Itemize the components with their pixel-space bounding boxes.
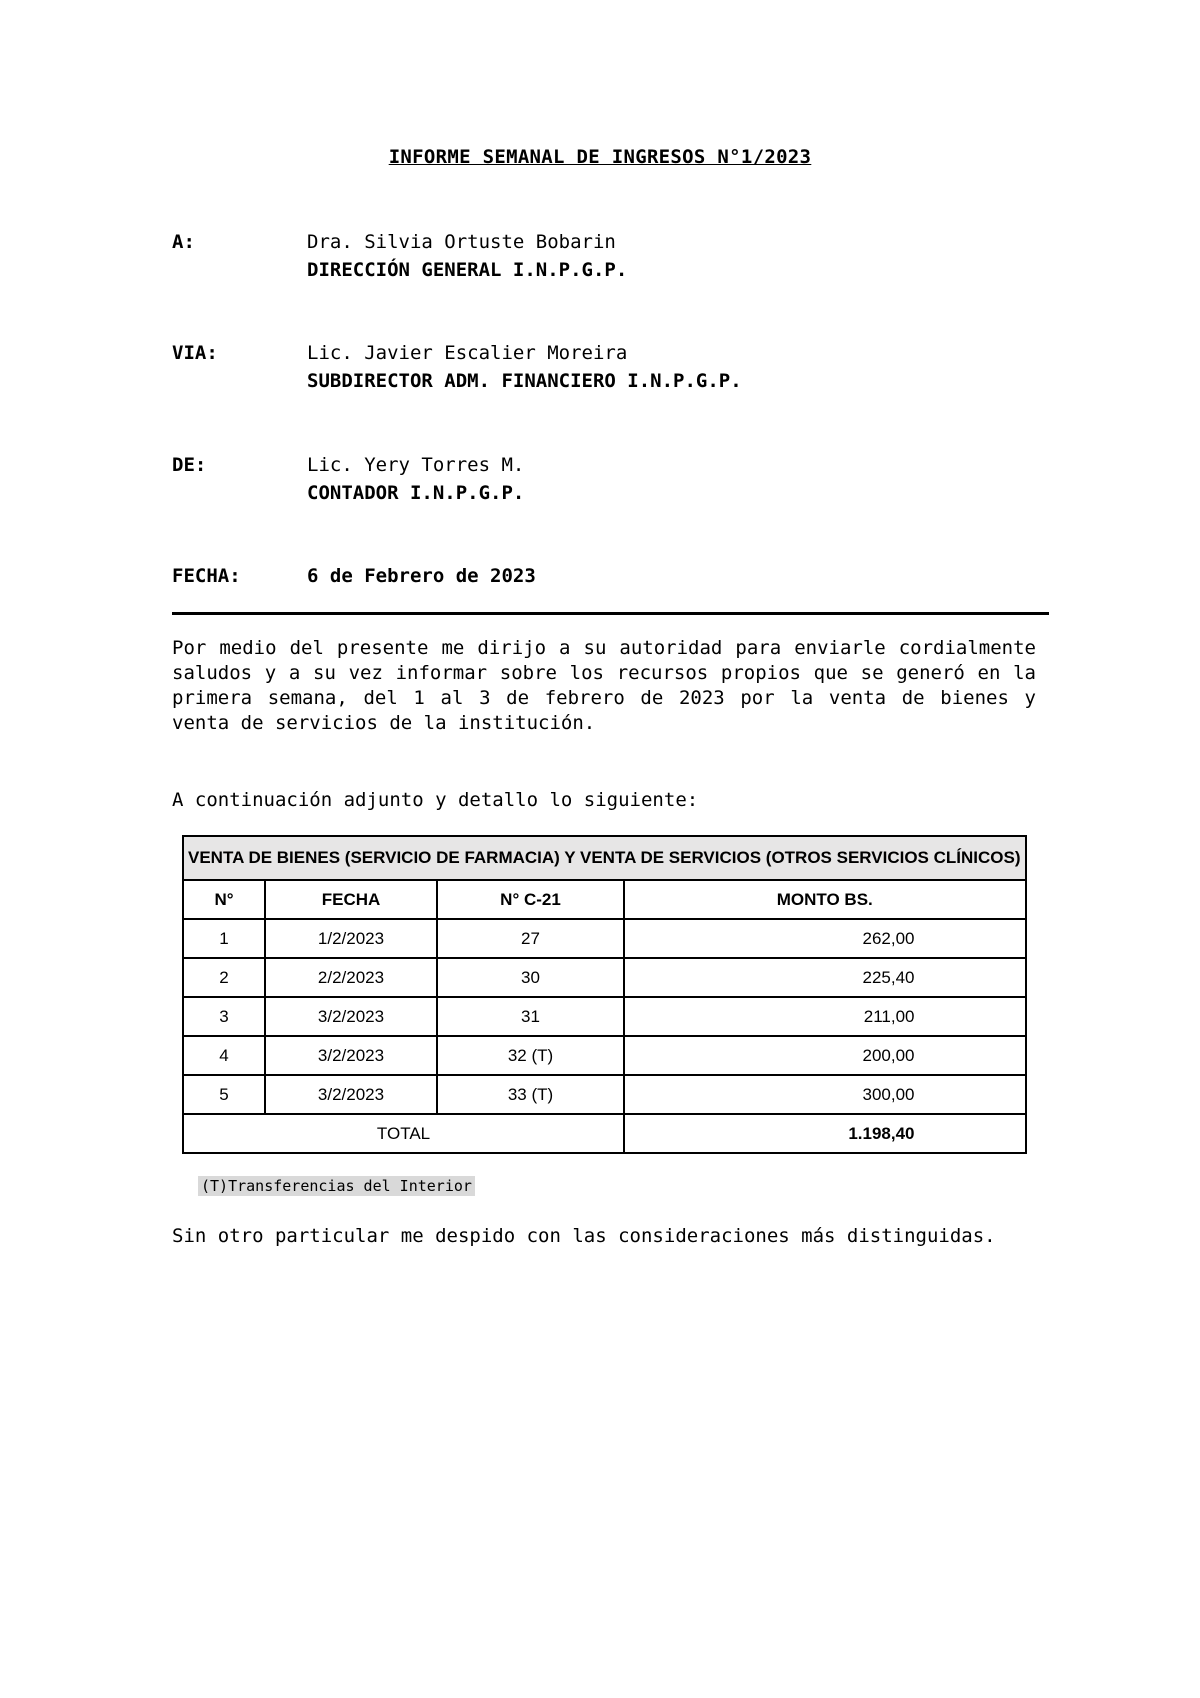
cell-c21: 32 (T)	[437, 1036, 624, 1075]
sales-table-container	[182, 835, 1021, 1154]
cell-amount: 200,00	[624, 1036, 1026, 1075]
cell-amount: 262,00	[624, 919, 1026, 958]
col-header-c21: N° C-21	[437, 880, 624, 919]
cell-number: 5	[183, 1075, 265, 1114]
cell-date: 3/2/2023	[265, 1075, 437, 1114]
cell-c21: 33 (T)	[437, 1075, 624, 1114]
via-role: SUBDIRECTOR ADM. FINANCIERO I.N.P.G.P.	[307, 370, 742, 392]
col-header-amount: MONTO BS.	[624, 880, 1026, 919]
header-value-from	[307, 451, 524, 507]
via-name: Lic. Javier Escalier Moreira	[307, 342, 628, 364]
header-value-to	[307, 228, 627, 284]
cell-date: 1/2/2023	[265, 919, 437, 958]
cell-c21: 30	[437, 958, 624, 997]
date-value: 6 de Febrero de 2023	[307, 565, 536, 587]
col-header-number: N°	[183, 880, 265, 919]
cell-number: 4	[183, 1036, 265, 1075]
cell-number: 2	[183, 958, 265, 997]
closing-paragraph: Sin otro particular me despido con las consideraciones más distinguidas.	[172, 1225, 996, 1247]
cell-date: 3/2/2023	[265, 1036, 437, 1075]
header-value-via	[307, 339, 742, 395]
cell-c21: 27	[437, 919, 624, 958]
header-divider	[172, 612, 1049, 615]
sender-name: Lic. Yery Torres M.	[307, 454, 525, 476]
table-row	[183, 958, 1026, 997]
table-total-row	[183, 1114, 1026, 1153]
cell-c21: 31	[437, 997, 624, 1036]
cell-number: 3	[183, 997, 265, 1036]
table-row	[183, 1075, 1026, 1114]
sales-table	[182, 835, 1027, 1154]
intro-line: A continuación adjunto y detallo lo siguiente:	[172, 789, 699, 811]
cell-number: 1	[183, 919, 265, 958]
body-paragraph: Por medio del presente me dirijo a su autoridad para enviarle cordialmente saludos y a su vez informar sobre los recursos propios que se generó en la primera semana, del 1 al 3 de febrero de 2023 por la venta de bienes y venta de servicios de la institución.	[172, 637, 1036, 734]
col-header-date: FECHA	[265, 880, 437, 919]
sender-role: CONTADOR I.N.P.G.P.	[307, 482, 525, 504]
table-row	[183, 997, 1026, 1036]
total-amount: 1.198,40	[624, 1114, 1026, 1153]
header-label-from: DE:	[172, 454, 207, 476]
date-label: FECHA:	[172, 565, 241, 587]
total-label: TOTAL	[183, 1114, 624, 1153]
transfer-note: (T)Transferencias del Interior	[198, 1176, 475, 1196]
document-title: INFORME SEMANAL DE INGRESOS N°1/2023	[388, 146, 812, 168]
table-title: VENTA DE BIENES (SERVICIO DE FARMACIA) Y VENTA DE SERVICIOS (OTROS SERVICIOS CLÍNICOS)	[183, 836, 1026, 880]
table-header-row	[183, 880, 1026, 919]
header-label-to: A:	[172, 231, 195, 253]
recipient-role: DIRECCIÓN GENERAL I.N.P.G.P.	[307, 259, 628, 281]
table-row	[183, 1036, 1026, 1075]
table-title-row	[183, 836, 1026, 880]
cell-date: 3/2/2023	[265, 997, 437, 1036]
recipient-name: Dra. Silvia Ortuste Bobarin	[307, 231, 616, 253]
cell-date: 2/2/2023	[265, 958, 437, 997]
table-row	[183, 919, 1026, 958]
cell-amount: 211,00	[624, 997, 1026, 1036]
header-label-via: VIA:	[172, 342, 218, 364]
cell-amount: 225,40	[624, 958, 1026, 997]
cell-amount: 300,00	[624, 1075, 1026, 1114]
